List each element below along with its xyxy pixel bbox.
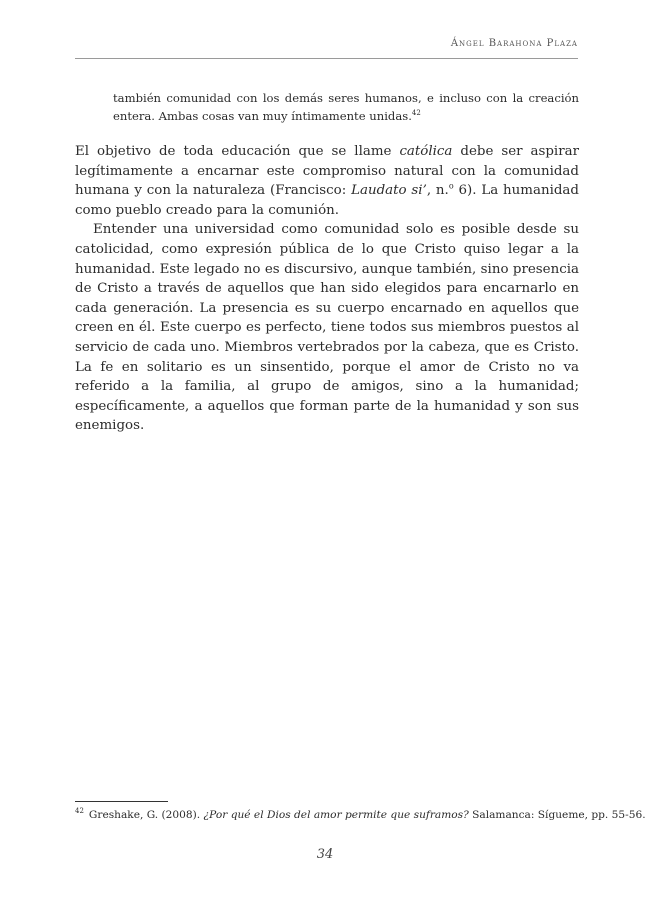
paragraph-1-text-c: , n.	[426, 183, 449, 199]
paragraph-1-text-a: El objetivo de toda educación que se llame	[75, 144, 400, 159]
paragraph-2: Entender una universidad como comunidad solo es posible desde su catolicidad, como expresión pública de lo que Cristo quiso legar a la humanidad. Este legado no es discursivo, aunque también, sino presencia de Cristo a través de aquellos que han sido elegidos para encarnarlo en cada generación. La presencia es su cuerpo encarnado en aquellos que creen en él. Este cuerpo es perfecto, tiene todos sus miembros puestos al servicio de cada uno. Miembros vertebrados por la cabeza, que es Cristo. La fe en solitario es un sinsentido, porque el amor de Cristo no va referido a la familia, al grupo de amigos, sino a la humanidad; específicamente, a aquellos que forman parte de la humanidad y son sus enemigos.	[75, 222, 579, 434]
footnote-rule	[75, 801, 168, 802]
paragraph-1-text-d: 6). La humanidad como pueblo creado para la comunión.	[75, 183, 579, 218]
paragraph-1-italic-laudato: Laudato si’	[351, 183, 427, 199]
header-rule	[75, 58, 578, 59]
footnote-author: Greshake, G. (2008).	[88, 809, 204, 821]
footnote-reference[interactable]: 42	[411, 108, 421, 117]
paragraph-1-italic-catolica: católica	[399, 144, 453, 159]
paragraph-1-text-b: debe ser aspirar legítimamente a encarnar este compromiso natural con la comunidad humana y con la naturaleza (Francisco:	[75, 144, 579, 199]
footnote-publisher: Salamanca: Sígueme, pp. 55-56.	[468, 809, 646, 821]
quote-text: también comunidad con los demás seres humanos, e incluso con la creación entera. Ambas cosas van muy íntimamente unidas.	[113, 91, 579, 123]
running-head: Ángel Barahona Plaza	[450, 38, 578, 49]
footnote-42	[75, 807, 646, 822]
footnote-number: 42	[75, 807, 84, 816]
body-text	[75, 142, 579, 436]
block-quote	[113, 90, 579, 125]
paragraph-1	[75, 142, 579, 220]
footnote-title: ¿Por qué el Dios del amor permite que suframos?	[203, 809, 469, 821]
page-number: 34	[316, 847, 334, 862]
paragraph-1-superscript: o	[448, 181, 454, 191]
